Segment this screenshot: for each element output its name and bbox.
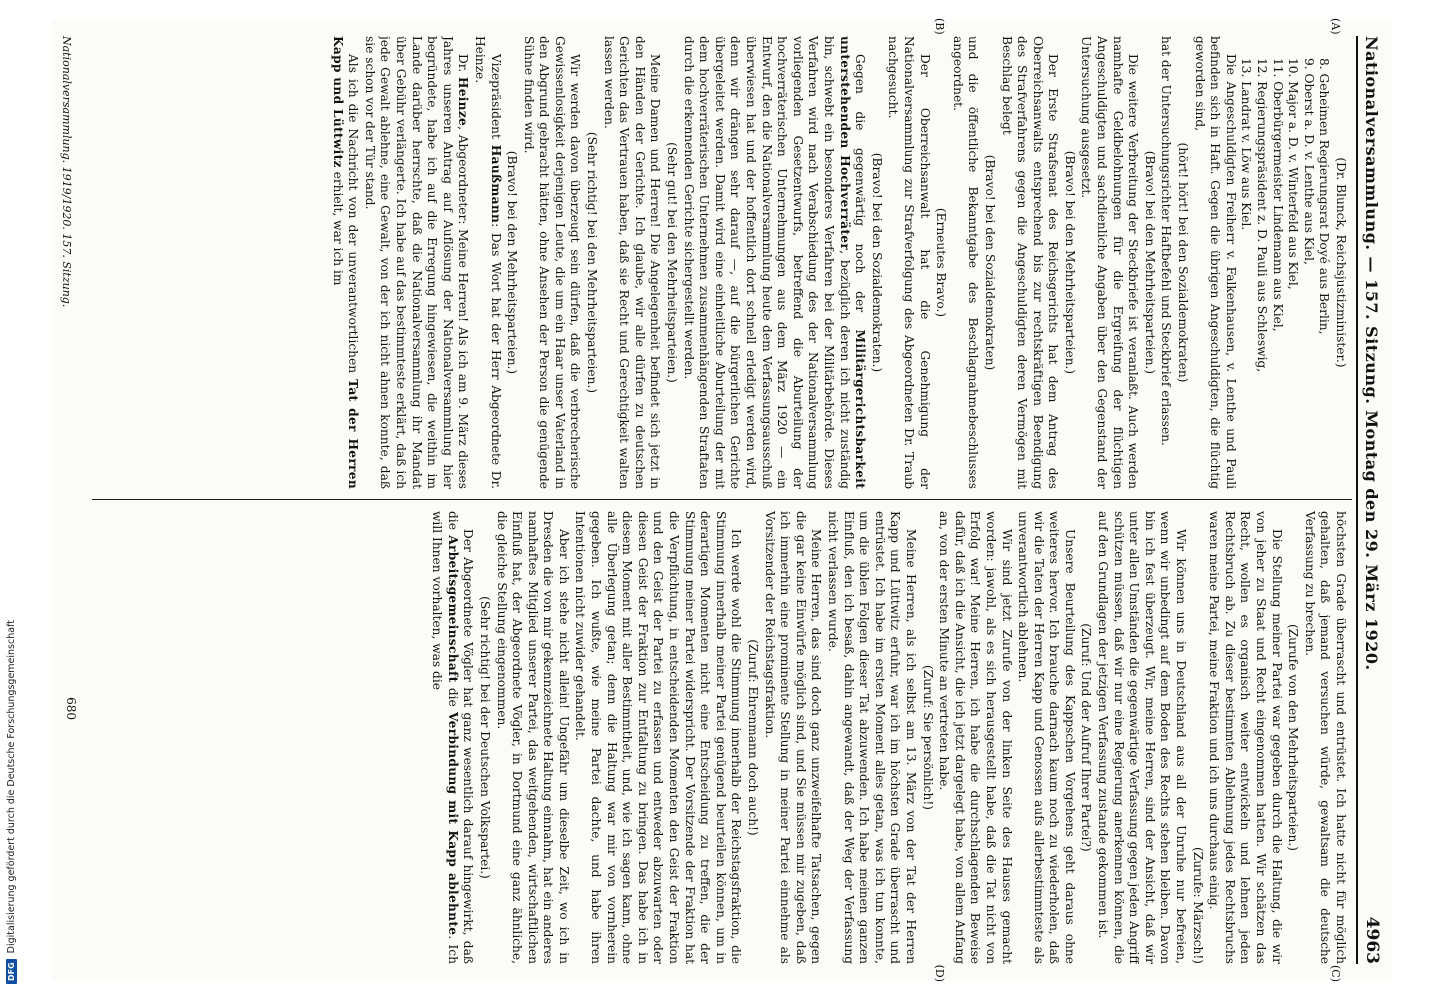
emphasis-run: Militärgerichtsbarkeit unterstehenden Hochverräter — [837, 36, 868, 489]
right-column — [72, 511, 1348, 964]
paragraph — [329, 36, 360, 489]
paragraph — [680, 36, 867, 489]
paragraph: und die öffentliche Bekanntgabe des Beschlagnahmebeschlusses angeordnet. — [950, 36, 981, 489]
paragraph: höchsten Grade überrascht und entrüstet. Ich hatte nicht für möglich gehalten, daß jemand versuchen würde, gewaltsam die deutsche Verfassung zu brechen. — [1302, 511, 1348, 964]
paragraph: Meine Herren, das sind doch ganz unzweifelhafte Tatsachen, gegen die gar keine Einwürfe möglich sind, und Sie müssen mir zugeben, daß ich immerhin eine prominente Stellung in meiner Partei einnehme als Vorsitzender der Reichstagsfraktion. — [762, 511, 824, 964]
paragraph: Unsere Beurteilung des Kappschen Vorgehens geht daraus ohne weiteres hervor. Ich brauche darnach kaum noch zu wiederholen, daß wir die Taten der Herren Kapp und Genossen aufs allerbestimmteste als unverantwortlich ablehnen. — [1016, 511, 1077, 964]
interjection: (Sehr richtig! bei den Mehrheitsparteien.) — [585, 131, 600, 394]
paragraph: Wir können uns in Deutschland aus all der Unruhe nur befreien, wenn wir unbedingt auf dem Boden des Rechts stehen bleiben. Davon bin ich fest überzeugt. Wir, meine Herren, sind der Ansicht, daß wir unter allen Umständen die gegenwärtige Verfassung gegen jeden Angriff schützen müssen, daß wir nur eine Regierung anerkennen können, die auf den Grundlagen der jetzigen Verfassung zustande gekommen ist. — [1096, 511, 1189, 964]
text-run: , Abgeordneter: Meine Herren! Als ich am 9. März dieses Jahres unseren Antrag auf Auflösung der Nationalversammlung hier begründete, habe ich auf die Erregung hingewiesen, die weithin im Lande darüber herrschte, daß die Nationalversammlung ihr Mandat über Gebühr verlängerte. Ich habe auf das bestimmteste erklärt, daß ich jede Gewalt ablehne, eine Gewalt, von der ich nicht ahnen konnte, daß sie schon vor der Tür stand. — [362, 36, 471, 489]
list-item: 12. Regierungspräsident z. D. Pauli aus Schleswig, — [1255, 58, 1270, 373]
interjection: (Zuruf: Ehrenmann doch auch!) — [746, 639, 761, 836]
paragraph: Wir werden davon überzeugt sein dürfen, daß die verbrecherische Gewissenlosigkeit derjenigen Leute, die um ein Haar unser Vaterland in den Abgrund gebracht hätten, ohne Ansehen der Person die genügende Sühne finden wird. — [521, 36, 583, 489]
digitization-credit — [6, 620, 17, 984]
text-run: Der Abgeordnete Vögler hat ganz wesentlich darauf hingewirkt, daß die — [445, 511, 476, 964]
column-divider — [92, 499, 1352, 500]
margin-marker-c: (C) — [1329, 965, 1342, 982]
margin-marker-b: (B) — [933, 18, 946, 35]
text-run: , bezüglich deren ich nicht zuständig bin, schwebt ein besonderes Verfahren bei der Militärbehörde. Dieses Verfahren wird nach Verabschiedung des der Nationalversammlung vorliegenden Gesetzentwurfs, betreffend die Aburteilung der hochverräterischen Unternehmungen aus dem März 1920 — ein Entwurf, den die Nationalversammlung heute dem Verfassungsausschuß überwiesen hat und der hoffentlich dort schnell erledigt werden wird, denn wir drängen sehr darauf —, auf die bürgerlichen Gerichte übergeleitet werden. Damit wird eine einheitliche Aburteilung der mit dem hochverräterischen Unternehmen zusammenhängenden Straftaten durch die erkennenden Gerichte sichergestellt werden. — [681, 36, 852, 489]
interjection: (Zurufe von den Mehrheitsparteien.) — [1286, 623, 1301, 852]
paragraph: Aber ich stehe nicht allein! Ungefähr um dieselbe Zeit, wo ich in Dresden die von mir gekennzeichnete Haltung einnahm, hat ein anderes namhaftes Mitglied unserer Partei, das weitgehenden, wirtschaftlichen Einfluß hat, der Abgeordnete Vögler, in Dortmund eine ganz ähnliche, die gleiche Stellung eingenommen. — [494, 511, 571, 964]
text-run: Als ich die Nachricht von der unverantwortlichen — [346, 54, 361, 380]
text-run: Gegen die gegenwärtig noch der — [853, 54, 868, 330]
paragraph: Der Oberreichsanwalt hat die Genehmigung der Nationalversammlung zur Strafverfolgung des Abgeordneten Dr. Traub nachgesucht. — [886, 36, 932, 489]
paragraph: Die weitere Verbreitung der Steckbriefe ist veranlaßt. Auch werden namhafte Geldbelohnungen für die Ergreifung der flüchtigen Angeschuldigten und sachdienliche Angaben über den Gegenstand der Untersuchung ausgesetzt. — [1079, 36, 1141, 489]
page-header — [1356, 36, 1386, 964]
paragraph — [361, 36, 470, 489]
session-footer: Nationalversammlung. 1919/1920. 157. Sitzung. — [60, 36, 73, 308]
interjection: (hört! hört! bei den Sozialdemokraten) — [1176, 142, 1191, 383]
text-run: Vizepräsident — [488, 54, 503, 145]
margin-marker-d: (D) — [933, 964, 946, 982]
margin-marker-a: (A) — [1329, 18, 1342, 35]
paragraph — [429, 511, 476, 964]
interjection: (Bravo! bei den Mehrheitsparteien.) — [1062, 150, 1077, 375]
paragraph: Der Erste Strafsenat des Reichsgerichts hat dem Antrag des Oberreichsanwalts entsprechend bis zur rechtskräftigen Beendigung des Strafverfahrens gegen die Angeschuldigten deren Vermögen mit Beschlag belegt — [999, 36, 1061, 489]
interjection: (Zurufe: Märzsch!) — [1190, 846, 1205, 964]
text-run: : Das Wort hat der Herr Abgeordnete Dr. Heinze. — [472, 36, 503, 489]
paragraph: Die Stellung meiner Partei war gegeben durch die Haltung, die wir von jeher zu Staat und Recht eingenommen hatten. Wir schätzen das Recht, wollen es organisch weiter entwickeln und lehnen jeden Rechtsbruch ab. Zu dieser bestimmten Ablehnung jedes Rechtsbruchs waren meine Partei, meine Fraktion und ich uns durchaus einig. — [1207, 511, 1284, 964]
list-item: 11. Oberbürgermeister Lindemann aus Kiel, — [1270, 58, 1285, 332]
interjection: (Erneutes Bravo.) — [934, 207, 949, 318]
sheet-number: 680 — [64, 697, 78, 720]
list-item: 8. Geheimen Regierungsrat Doyé aus Berlin, — [1317, 58, 1332, 335]
left-column — [72, 36, 1348, 489]
interjection: (Sehr gut! bei den Mehrheitsparteien.) — [665, 142, 680, 383]
paragraph: Die Angeschuldigten Freiherr v. Falkenhausen, v. Lenthe und Pauli befinden sich in Haft. Gegen die übrigen Angeschuldigten, die flüchtig geworden sind, — [1192, 36, 1238, 489]
scanned-page — [52, 20, 1392, 980]
speaker-name: Haußmann — [488, 144, 503, 224]
text-run: Dr. — [456, 54, 471, 77]
emphasis-run: Verbindung mit Kapp ablehnte — [445, 712, 460, 936]
interjection: (Bravo! bei den Mehrheitsparteien.) — [505, 150, 520, 375]
paragraph: Meine Herren, als ich selbst am 13. März von der Tat der Herren Kapp und Lüttwitz erfuhr, war ich im höchsten Grade überrascht und entrüstet. Ich habe im ersten Moment alles getan, was ich tun konnte, um die üblen Folgen dieser Tat abzuwenden. Ich habe meinen ganzen Einfluß, den ich besaß, dahin angewandt, daß der Weg der Verfassung nicht verlassen wurde. — [826, 511, 918, 964]
paragraph: Ich werde wohl die Stimmung innerhalb der Reichstagsfraktion, die Stimmung innerhalb meiner Partei genügend beurteilen können, um in derartigen Momenten nicht eine Entscheidung zu treffen, die der Stimmung meiner Partei widerspricht. Der Vorsitzende der Fraktion hat die Verpflichtung, in entscheidenden Momenten den Geist der Fraktion und den Geist der Partei zu erfassen und entweder abzuwarten oder diesen Geist der Fraktion zur Entfaltung zu bringen. Das habe ich in diesem Moment mit aller Bestimmtheit, und, wie ich sagen kann, ohne alle Überlegung getan; denn die Haltung war mir von vornherein gegeben. Ich wußte, wie meine Partei dachte, und habe ihren Intentionen nicht zuwider gehandelt. — [573, 511, 744, 964]
speaker-name: Heinze — [456, 76, 471, 127]
interjection: (Bravo! bei den Sozialdemokraten.) — [869, 152, 884, 373]
text-run: erhielt, war ich im — [330, 167, 345, 286]
interjection: (Sehr richtig! bei der Deutschen Volkspartei.) — [477, 596, 492, 879]
text-run: . Ich will Ihnen vorhalten, was die — [430, 511, 460, 964]
list-item: 10. Major a. D. v. Winterfeld aus Kiel, — [1286, 58, 1301, 290]
list-item: 9. Oberst a. D. v. Lenthe aus Kiel, — [1301, 58, 1316, 265]
emphasis-run: Tat der Herren Kapp und Lüttwitz — [330, 36, 361, 489]
page-number: 4963 — [1362, 916, 1382, 964]
list-item: 13. Landrat v. Löw aus Kiel. — [1239, 58, 1254, 231]
text-run: die — [445, 682, 460, 713]
interjection: (Zuruf: Und der Aufruf Ihrer Partei?) — [1079, 623, 1094, 852]
paragraph — [471, 36, 502, 489]
interjection: (Zuruf: Sie persönlich!) — [920, 665, 935, 810]
interjection: (Bravo! bei den Mehrheitsparteien.) — [1142, 150, 1157, 375]
paragraph: Wir sind jetzt Zurufe von der linken Seite des Hauses gemacht worden: jawohl, als es sich herausgestellt habe, daß die Tat nicht von Erfolg war! Meine Herren, ich habe die durchschlagenden Beweise dafür, daß ich die Ansicht, die ich jetzt dargelegt habe, von allem Anfang an, von der ersten Minute an vertreten habe. — [937, 511, 1014, 964]
interjection: (Bravo! bei den Sozialdemokraten) — [982, 154, 997, 371]
dfg-logo-icon: DFG — [6, 959, 17, 984]
emphasis-run: Arbeitsgemeinschaft — [445, 535, 460, 683]
page-title: Nationalversammlung. — 157. Sitzung. Montag den 29. März 1920. — [1362, 36, 1382, 671]
paragraph: Meine Damen und Herren! Die Angelegenheit befindet sich jetzt in den Händen der Gerichte. Ich glaube, wir alle dürfen zu deutschen Gerichten das Vertrauen haben, daß sie Recht und Gerechtigkeit walten lassen werden. — [601, 36, 663, 489]
paragraph: hat der Untersuchungsrichter Haftbefehl und Steckbrief erlassen. — [1159, 36, 1174, 446]
speaker-line: (Dr. Blunck, Reichsjustizminister.) — [1334, 157, 1348, 368]
credit-text: Digitalisierung gefördert durch die Deutsche Forschungsgemeinschaft — [6, 620, 17, 954]
